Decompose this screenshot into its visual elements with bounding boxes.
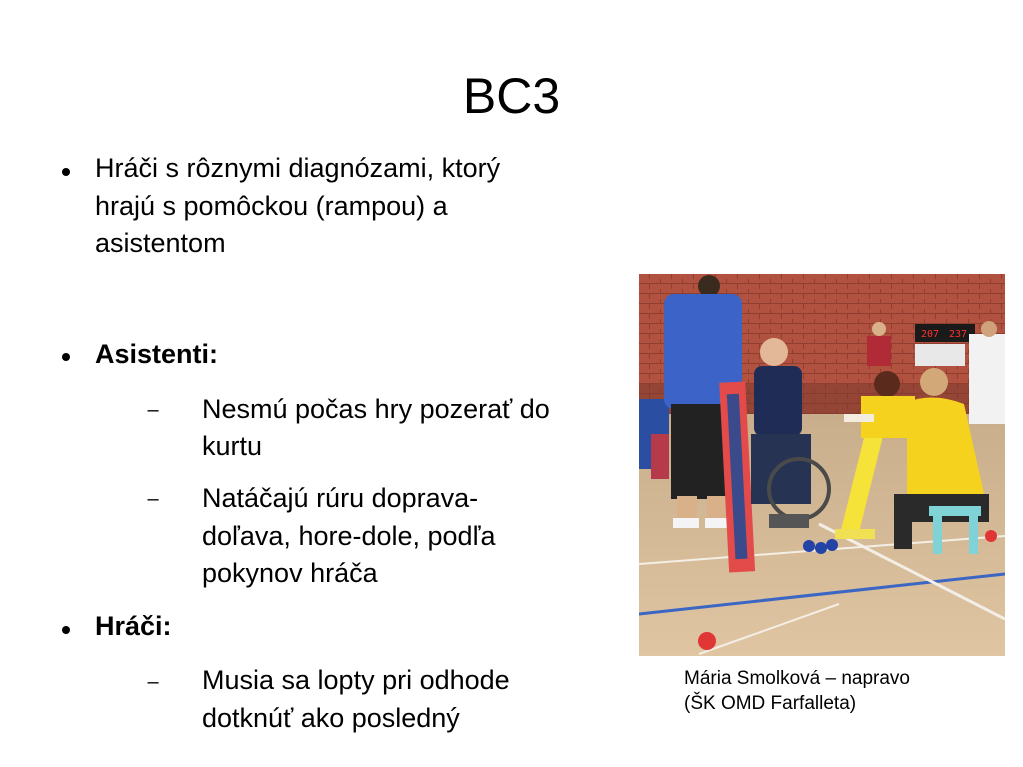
red-jack-ball [698, 632, 716, 650]
bullet-3-heading: Hráči: [95, 611, 172, 641]
sub-bullet-2a-line-2: kurtu [202, 431, 263, 461]
slide-title: BC3 [462, 68, 561, 124]
bullet-1-line-1: Hráči s rôznymi diagnózami, ktorý [95, 153, 501, 183]
bullet-2-heading: Asistenti: [95, 339, 219, 369]
sub-bullet-2b-line-3: pokynov hráča [202, 558, 378, 588]
sub-bullet-2b-line-2: doľava, hore-dole, podľa [202, 521, 496, 551]
bullet-dot-2 [62, 353, 70, 361]
photo-caption-line-2: (ŠK OMD Farfalleta) [684, 693, 857, 714]
bullet-dot-1 [62, 168, 70, 176]
sub-bullet-3a-line-1: Musia sa lopty pri odhode [202, 665, 510, 695]
sub-bullet-2a-line-1: Nesmú počas hry pozerať do [202, 394, 550, 424]
sub-bullet-3a-line-2: dotknúť ako posledný [202, 703, 460, 733]
sub-bullet-dash-2a: – [147, 399, 159, 421]
sub-bullet-dash-3a: – [147, 671, 159, 693]
bullet-1-line-3: asistentom [95, 228, 226, 258]
boccia-photo [639, 274, 1005, 656]
photo-caption-line-1: Mária Smolková – napravo [684, 668, 910, 689]
scoreboard-right: 237 [949, 329, 968, 340]
scoreboard-left: 207 [921, 329, 940, 340]
bullet-dot-3 [62, 626, 70, 634]
sub-bullet-dash-2b: – [147, 488, 159, 510]
sub-bullet-2b-line-1: Natáčajú rúru doprava- [202, 483, 479, 513]
bullet-1-line-2: hrajú s pomôckou (rampou) a [95, 191, 448, 221]
